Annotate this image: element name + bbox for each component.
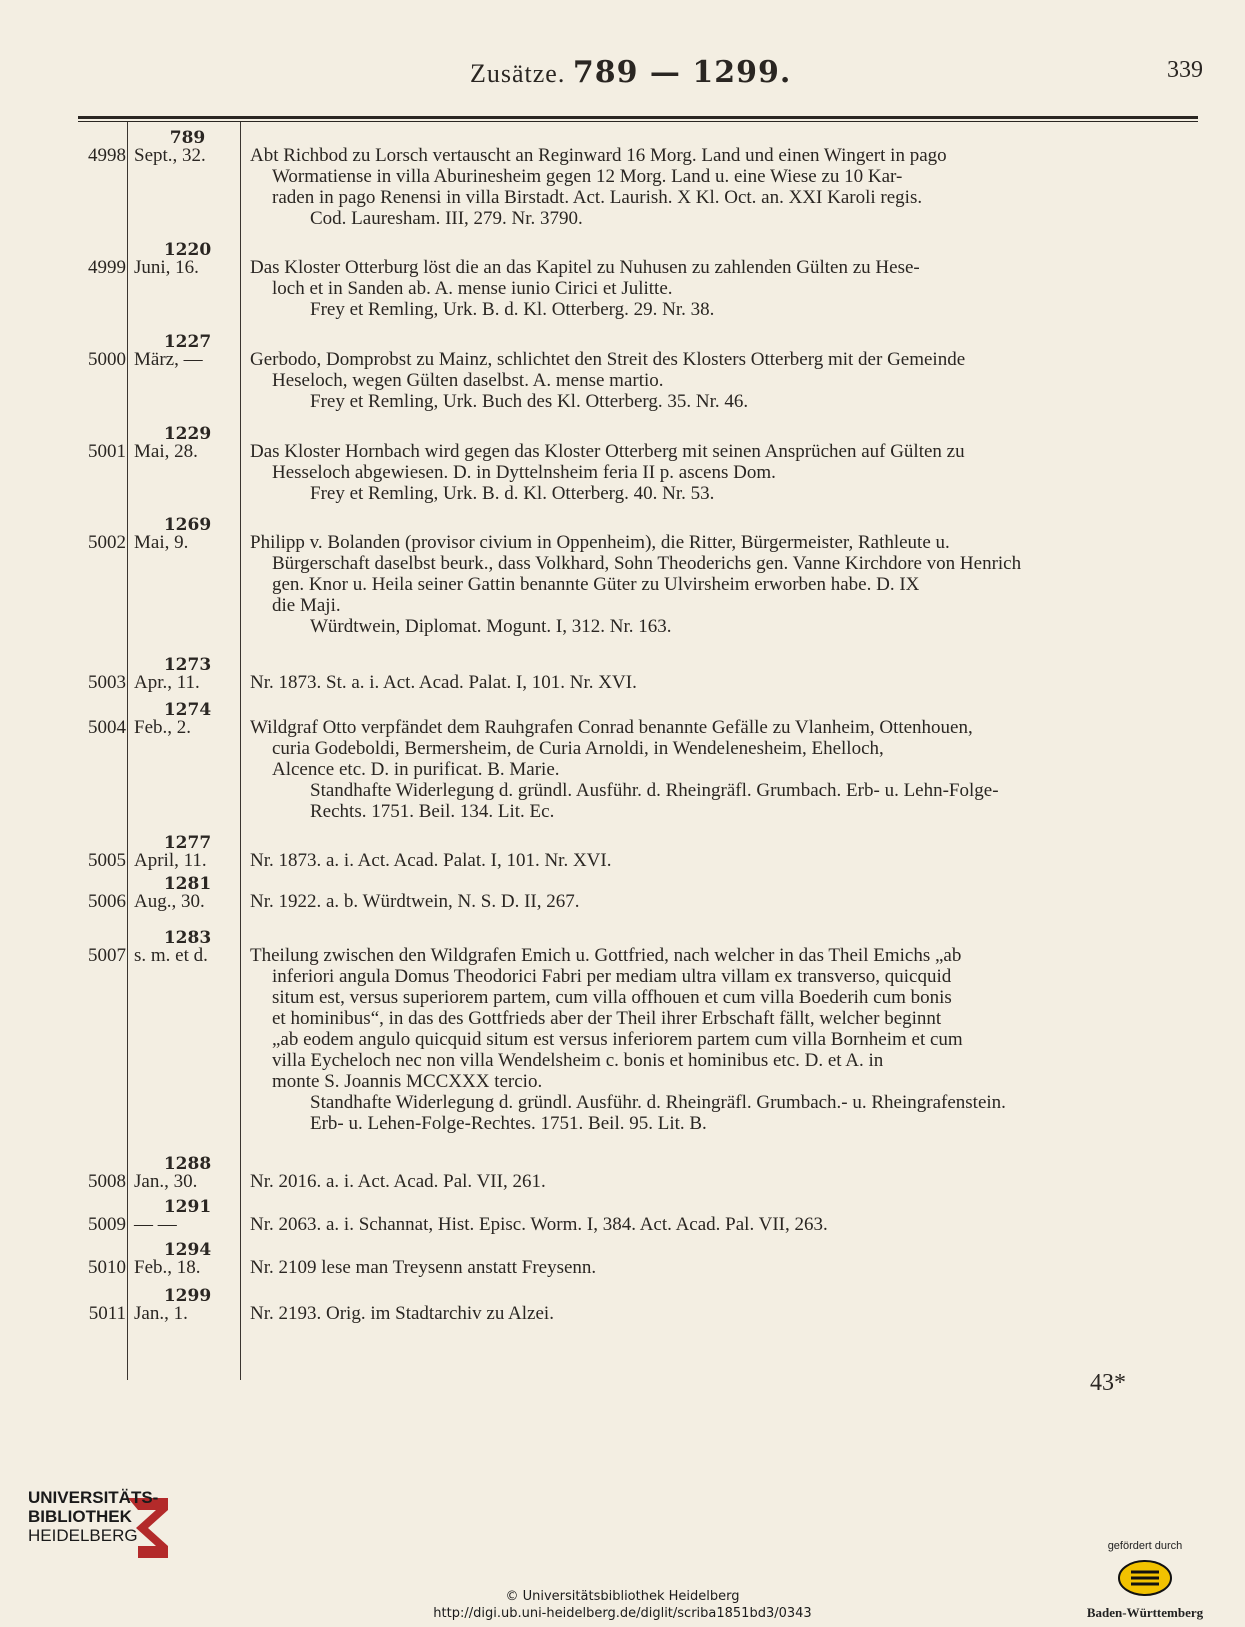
entry-year: 1294 <box>163 1240 212 1260</box>
entry-text-line: Bürgerschaft daselbst beurk., dass Volkhard, Sohn Theoderichs gen. Vanne Kirchdore von Henrich <box>272 553 1022 574</box>
entry-text-line: curia Godeboldi, Bermersheim, de Curia Arnoldi, in Wendelenesheim, Ehelloch, <box>272 738 884 759</box>
entry-text <box>250 1214 1200 1235</box>
library-name-line1: UNIVERSITÄTS- <box>28 1488 159 1507</box>
entry-text-line: villa Eycheloch nec non villa Wendelsheim c. bonis et hominibus etc. D. et A. in <box>272 1050 884 1071</box>
entry-text-line: Nr. 1922. a. b. Würdtwein, N. S. D. II, 267. <box>250 891 580 912</box>
header-rule <box>78 116 1198 119</box>
entry-date: Apr., 11. <box>134 672 200 693</box>
entry-text-line: Erb- u. Lehen-Folge-Rechtes. 1751. Beil. 95. Lit. B. <box>310 1113 707 1134</box>
entry-text <box>250 717 1200 822</box>
library-logo <box>28 1488 158 1546</box>
entry-year: 1281 <box>163 874 212 894</box>
entry-year: 1220 <box>163 240 212 260</box>
entry-text-line: Nr. 2063. a. i. Schannat, Hist. Episc. Worm. I, 384. Act. Acad. Pal. VII, 263. <box>250 1214 828 1235</box>
entry-text <box>250 1303 1200 1324</box>
entry-text-line: „ab eodem angulo quicquid situm est versus inferiorem partem cum villa Bornheim et cum <box>272 1029 963 1050</box>
copyright-block <box>0 1588 1245 1622</box>
entry-text-line: monte S. Joannis MCCXXX tercio. <box>272 1071 543 1092</box>
funder-name: Baden-Württemberg <box>1086 1605 1204 1620</box>
column-divider-date <box>240 122 241 1380</box>
entry-text-line: inferiori angula Domus Theodorici Fabri per mediam ultra villam ex transverso, quicquid <box>272 966 952 987</box>
signature-mark: 43* <box>1090 1370 1126 1396</box>
entry-text-line: Frey et Remling, Urk. B. d. Kl. Otterberg. 40. Nr. 53. <box>310 483 715 504</box>
entry-text-line: die Maji. <box>272 595 341 616</box>
column-divider-number <box>127 122 128 1380</box>
entry-date: Jan., 30. <box>134 1171 198 1192</box>
entry-text-line: Das Kloster Otterburg löst die an das Kapitel zu Nuhusen zu zahlenden Gülten zu Hese- <box>250 257 920 278</box>
entry-date: Aug., 30. <box>134 891 205 912</box>
running-title-label: Zusätze. <box>470 59 566 88</box>
entry-text-line: Abt Richbod zu Lorsch vertauscht an Reginward 16 Morg. Land und einen Wingert in pago <box>250 145 947 166</box>
entry-number: 5000 <box>88 349 126 370</box>
entry-number: 5005 <box>88 850 126 871</box>
entry-text-line: Philipp v. Bolanden (provisor civium in Oppenheim), die Ritter, Bürgermeister, Rathleute u. <box>250 532 950 553</box>
entry-year: 1291 <box>163 1197 212 1217</box>
entry-number: 4999 <box>88 257 126 278</box>
entry-text-line: gen. Knor u. Heila seiner Gattin benannte Güter zu Ulvirsheim erworben habe. D. IX <box>272 574 920 595</box>
entry-date: Juni, 16. <box>134 257 199 278</box>
entry-date: s. m. et d. <box>134 945 208 966</box>
entry-text-line: Nr. 2109 lese man Treysenn anstatt Freysenn. <box>250 1257 597 1278</box>
entry-text <box>250 850 1200 871</box>
entry-number: 5006 <box>88 891 126 912</box>
entry-year: 1283 <box>163 928 212 948</box>
running-title <box>470 55 791 90</box>
entry-text-line: Frey et Remling, Urk. Buch des Kl. Otterberg. 35. Nr. 46. <box>310 391 749 412</box>
entry-text-line: Theilung zwischen den Wildgrafen Emich u. Gottfried, nach welcher in das Theil Emichs „ab <box>250 945 962 966</box>
entry-text-line: situm est, versus superiorem partem, cum villa offhouen et cum villa Boederih cum bonis <box>272 987 952 1008</box>
entry-text-line: Nr. 1873. a. i. Act. Acad. Palat. I, 101. Nr. XVI. <box>250 850 612 871</box>
entry-date: — — <box>134 1214 177 1235</box>
entry-year: 789 <box>169 128 206 148</box>
entry-text-line: Heseloch, wegen Gülten daselbst. A. mense martio. <box>272 370 664 391</box>
running-title-range: 789 — 1299. <box>572 55 792 90</box>
entry-text-line: Wildgraf Otto verpfändet dem Rauhgrafen Conrad benannte Gefälle zu Vlanheim, Ottenhouen, <box>250 717 973 738</box>
entry-text-line: raden in pago Renensi in villa Birstadt. Act. Laurish. X Kl. Oct. an. XXI Karoli regis. <box>272 187 923 208</box>
entry-number: 5004 <box>88 717 126 738</box>
entry-number: 5010 <box>88 1257 126 1278</box>
library-name-line3: HEIDELBERG <box>28 1526 138 1545</box>
entry-date: Feb., 2. <box>134 717 191 738</box>
entry-year: 1288 <box>163 1154 212 1174</box>
entry-text <box>250 891 1200 912</box>
entry-text <box>250 441 1200 504</box>
entry-number: 5011 <box>88 1303 126 1324</box>
entry-year: 1229 <box>163 424 212 444</box>
funder-block <box>1085 1540 1205 1621</box>
entry-year: 1299 <box>163 1286 212 1306</box>
entry-year: 1269 <box>163 515 212 535</box>
entry-text-line: Frey et Remling, Urk. B. d. Kl. Otterberg. 29. Nr. 38. <box>310 299 715 320</box>
permalink[interactable]: http://digi.ub.uni-heidelberg.de/diglit/scriba1851bd3/0343 <box>433 1606 812 1621</box>
entry-text <box>250 257 1200 320</box>
entry-year: 1273 <box>163 655 212 675</box>
entry-date: Mai, 28. <box>134 441 198 462</box>
entry-number: 4998 <box>88 145 126 166</box>
entry-date: April, 11. <box>134 850 207 871</box>
entry-year: 1274 <box>163 700 212 720</box>
entry-date: Feb., 18. <box>134 1257 201 1278</box>
entry-number: 5007 <box>88 945 126 966</box>
entry-date: Sept., 32. <box>134 145 206 166</box>
entry-number: 5002 <box>88 532 126 553</box>
header-rule-thin <box>78 121 1198 122</box>
page-number: 339 <box>1167 57 1203 83</box>
copyright-text: © Universitätsbibliothek Heidelberg <box>505 1589 740 1604</box>
entry-text-line: Wormatiense in villa Aburinesheim gegen 12 Morg. Land u. eine Wiese zu 10 Kar- <box>272 166 903 187</box>
entry-text-line: Gerbodo, Domprobst zu Mainz, schlichtet den Streit des Klosters Otterberg mit der Gemeinde <box>250 349 966 370</box>
entry-text <box>250 145 1200 229</box>
entry-text-line: Würdtwein, Diplomat. Mogunt. I, 312. Nr. 163. <box>310 616 672 637</box>
entry-text-line: et hominibus“, in das des Gottfrieds aber der Theil ihrer Erbschaft fällt, welcher beginnt <box>272 1008 942 1029</box>
entry-text <box>250 1171 1200 1192</box>
state-coat-of-arms-icon <box>1115 1558 1175 1598</box>
entry-text-line: Standhafte Widerlegung d. gründl. Ausführ. d. Rheingräfl. Grumbach. Erb- u. Lehn-Folge- <box>310 780 999 801</box>
entry-text-line: Alcence etc. D. in purificat. B. Marie. <box>272 759 560 780</box>
entry-text <box>250 532 1200 637</box>
entry-text-line: Cod. Lauresham. III, 279. Nr. 3790. <box>310 208 583 229</box>
entry-number: 5001 <box>88 441 126 462</box>
entry-text <box>250 672 1200 693</box>
entry-year: 1227 <box>163 332 212 352</box>
entry-text <box>250 1257 1200 1278</box>
entry-date: März, — <box>134 349 203 370</box>
funded-by-label: gefördert durch <box>1107 1540 1183 1552</box>
entry-number: 5009 <box>88 1214 126 1235</box>
entry-text <box>250 349 1200 412</box>
entry-date: Jan., 1. <box>134 1303 188 1324</box>
entry-text-line: Das Kloster Hornbach wird gegen das Kloster Otterberg mit seinen Ansprüchen auf Gülten zu <box>250 441 965 462</box>
entry-text-line: loch et in Sanden ab. A. mense iunio Cirici et Julitte. <box>272 278 673 299</box>
library-name <box>28 1488 158 1546</box>
library-name-line2: BIBLIOTHEK <box>28 1507 132 1526</box>
page-header <box>0 55 1245 95</box>
entry-number: 5003 <box>88 672 126 693</box>
entry-text-line: Standhafte Widerlegung d. gründl. Ausführ. d. Rheingräfl. Grumbach.- u. Rheingrafenstein. <box>310 1092 1006 1113</box>
entry-number: 5008 <box>88 1171 126 1192</box>
entry-text-line: Hesseloch abgewiesen. D. in Dyttelnsheim feria II p. ascens Dom. <box>272 462 776 483</box>
entry-text-line: Rechts. 1751. Beil. 134. Lit. Ec. <box>310 801 555 822</box>
entry-text-line: Nr. 2016. a. i. Act. Acad. Pal. VII, 261. <box>250 1171 546 1192</box>
entry-text-line: Nr. 1873. St. a. i. Act. Acad. Palat. I, 101. Nr. XVI. <box>250 672 637 693</box>
entry-text <box>250 945 1200 1134</box>
entry-date: Mai, 9. <box>134 532 189 553</box>
entry-text-line: Nr. 2193. Orig. im Stadtarchiv zu Alzei. <box>250 1303 554 1324</box>
entry-year: 1277 <box>163 833 212 853</box>
